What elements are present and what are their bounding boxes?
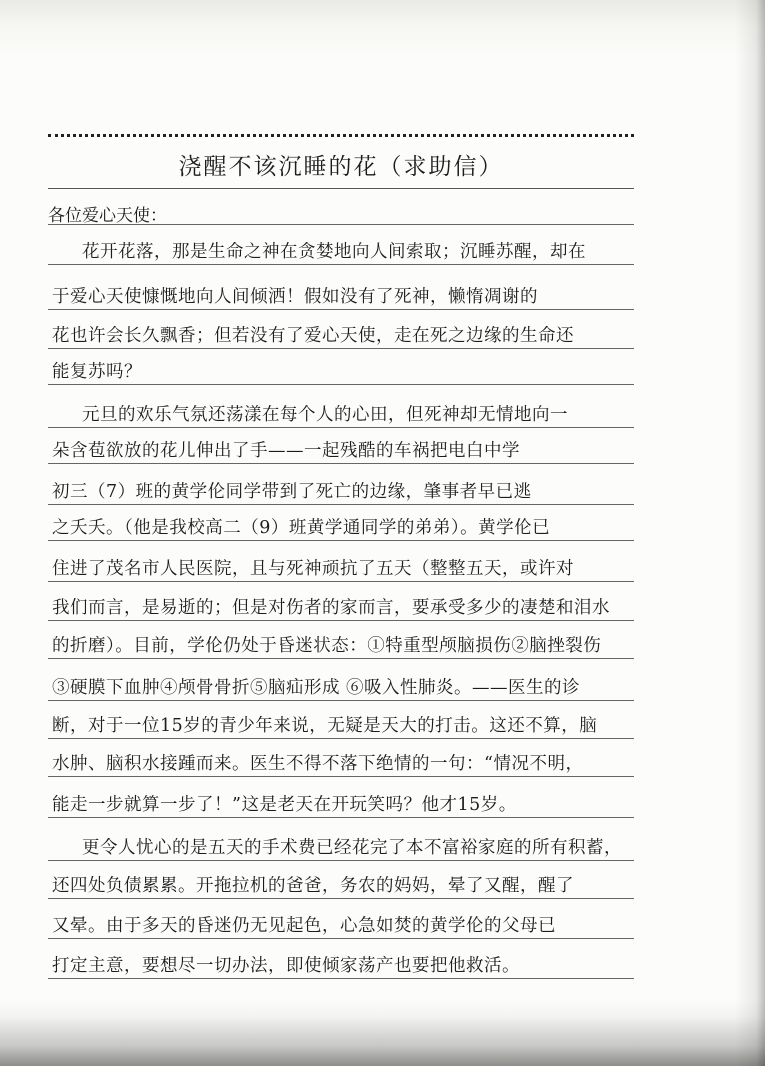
body-line: 花开花落，那是生命之神在贪婪地向人间索取；沉睡苏醒，却在 xyxy=(82,242,586,262)
ruled-line xyxy=(48,463,634,464)
body-line: 打定主意，要想尽一切办法，即使倾家荡产也要把他救活。 xyxy=(52,956,520,976)
ruled-line xyxy=(48,700,634,701)
ruled-line xyxy=(48,264,634,265)
scan-shadow-bottom xyxy=(0,1016,765,1066)
body-line: 元旦的欢乐气氛还荡漾在每个人的心田，但死神却无情地向一 xyxy=(82,405,568,425)
header-dotted-rule xyxy=(48,134,634,141)
body-line: 能走一步就算一步了！”这是老天在开玩笑吗？他才15岁。 xyxy=(52,795,517,815)
body-line: 朵含苞欲放的花儿伸出了手——一起残酷的车祸把电白中学 xyxy=(52,441,520,461)
body-line: 初三（7）班的黄学伦同学带到了死亡的边缘，肇事者早已逃 xyxy=(52,482,532,502)
ruled-line xyxy=(48,817,634,818)
ruled-line xyxy=(48,504,634,505)
ruled-line xyxy=(48,776,634,777)
salutation: 各位爱心天使： xyxy=(48,206,167,226)
ruled-line xyxy=(48,309,634,310)
body-line: ③硬膜下血肿④颅骨骨折⑤脑疝形成 ⑥吸入性肺炎。——医生的诊 xyxy=(52,678,581,698)
body-line: 能复苏吗？ xyxy=(52,362,142,382)
body-line: 住进了茂名市人民医院，且与死神顽抗了五天（整整五天，或许对 xyxy=(52,559,574,579)
body-line: 于爱心天使慷慨地向人间倾洒！假如没有了死神，懒惰凋谢的 xyxy=(52,287,538,307)
body-line: 又晕。由于多天的昏迷仍无见起色，心急如焚的黄学伦的父母已 xyxy=(52,916,556,936)
ruled-line xyxy=(48,658,634,659)
body-line: 更令人忧心的是五天的手术费已经花完了本不富裕家庭的所有积蓄， xyxy=(82,838,622,858)
ruled-line xyxy=(48,620,634,621)
ruled-line xyxy=(48,581,634,582)
scan-shadow-right xyxy=(735,0,765,1066)
body-line: 还四处负债累累。开拖拉机的爸爸，务农的妈妈，晕了又醒，醒了 xyxy=(52,876,574,896)
ruled-line xyxy=(48,938,634,939)
ruled-line xyxy=(48,860,634,861)
title-rule xyxy=(48,188,634,189)
body-line: 花也许会长久飘香；但若没有了爱心天使，走在死之边缘的生命还 xyxy=(52,326,574,346)
body-line: 的折磨）。目前，学伦仍处于昏迷状态：①特重型颅脑损伤②脑挫裂伤 xyxy=(52,636,602,656)
letter-title: 浇醒不该沉睡的花（求助信） xyxy=(178,154,504,180)
ruled-line xyxy=(48,224,634,225)
body-line: 之夭夭。（他是我校高二（9）班黄学通同学的弟弟）。黄学伦已 xyxy=(52,518,551,538)
body-line: 我们而言，是易逝的；但是对伤者的家而言，要承受多少的凄楚和泪水 xyxy=(52,598,610,618)
body-line: 断，对于一位15岁的青少年来说，无疑是天大的打击。这还不算，脑 xyxy=(52,716,598,736)
ruled-line xyxy=(48,738,634,739)
ruled-line xyxy=(48,540,634,541)
ruled-line xyxy=(48,384,634,385)
body-line: 水肿、脑积水接踵而来。医生不得不落下绝情的一句：“情况不明， xyxy=(52,754,584,774)
ruled-line xyxy=(48,348,634,349)
ruled-line xyxy=(48,427,634,428)
ruled-line xyxy=(48,978,634,979)
ruled-line xyxy=(48,898,634,899)
